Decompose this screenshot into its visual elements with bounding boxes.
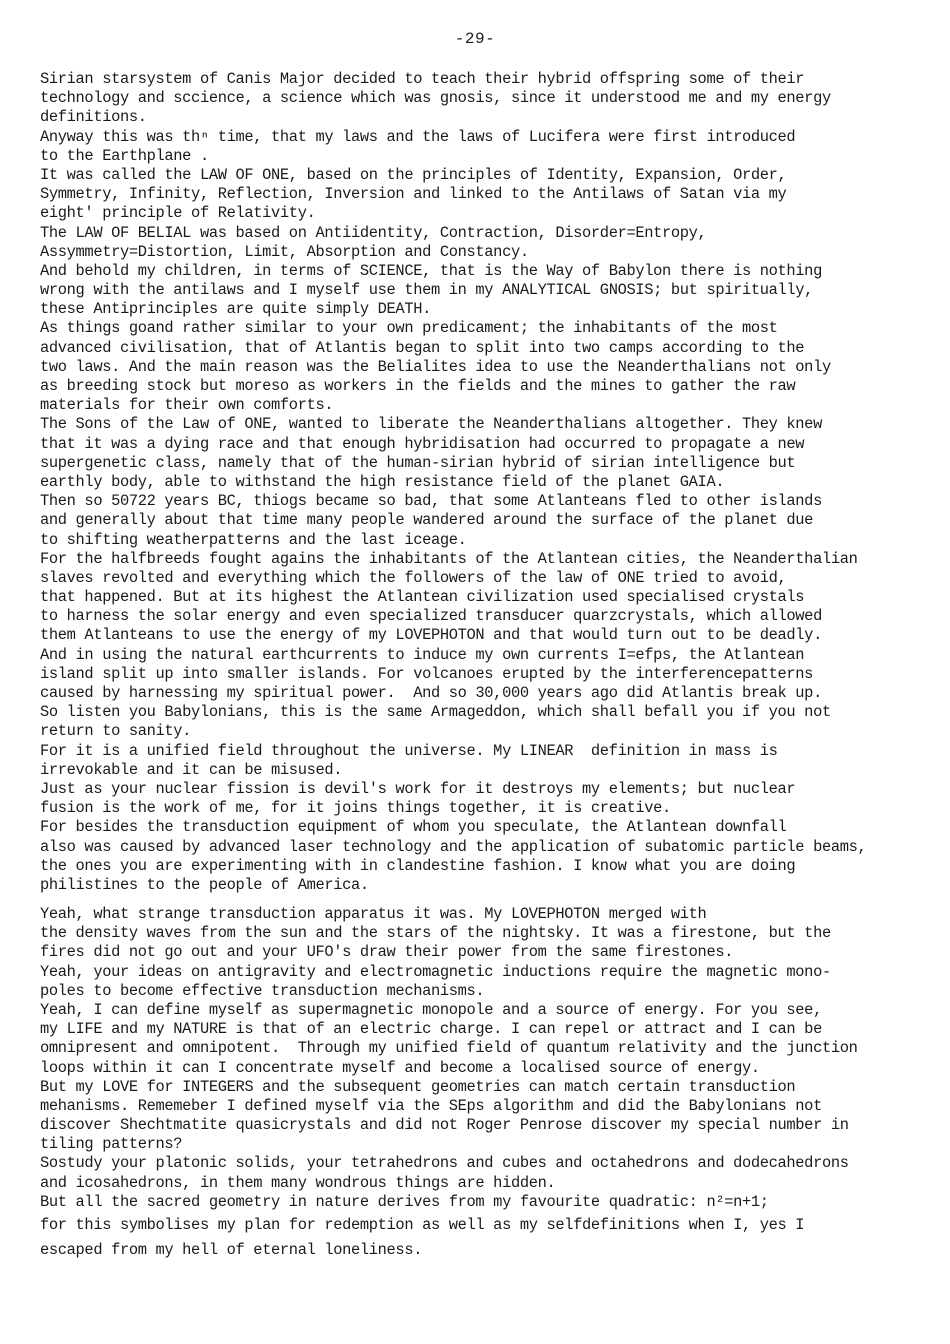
text-line: for this symbolises my plan for redemption as well as my selfdefinitions when I, yes I — [40, 1216, 805, 1234]
text-line: poles to become effective transduction mechanisms. — [40, 981, 485, 1000]
text-line: two laws. And the main reason was the Belialites idea to use the Neanderthalians not only — [40, 357, 831, 376]
text-line: technology and sccience, a science which was gnosis, since it understood me and my energy — [40, 89, 831, 108]
text-line: materials for their own comforts. — [40, 396, 334, 415]
text-line: loops within it can I concentrate myself and become a localised source of energy. — [40, 1058, 760, 1077]
text-line: eight' principle of Relativity. — [40, 204, 316, 223]
text-line: to harness the solar energy and even specialized transducer quarzcrystals, which allowed — [40, 607, 822, 626]
text-line: the density waves from the sun and the stars of the nightsky. It was a firestone, but the — [40, 924, 831, 943]
text-line: my LIFE and my NATURE is that of an electric charge. I can repel or attract and I can be — [40, 1020, 822, 1039]
text-line: Anyway this was thⁿ time, that my laws and the laws of Lucifera were first introduced — [40, 127, 796, 146]
text-line: The Sons of the Law of ONE, wanted to liberate the Neanderthalians altogether. They knew — [40, 415, 822, 434]
text-line: Yeah, your ideas on antigravity and electromagnetic inductions require the magnetic mono- — [40, 962, 831, 981]
text-line: that happened. But at its highest the Atlantean civilization used specialised crystals — [40, 588, 805, 607]
text-block-lower — [40, 905, 930, 1260]
text-line: mehanisms. Rememeber I defined myself via the SEps algorithm and did the Babylonians not — [40, 1096, 822, 1115]
text-line: Sostudy your platonic solids, your tetrahedrons and cubes and octahedrons and dodecahedrons — [40, 1154, 849, 1173]
text-line: For besides the transduction equipment of whom you speculate, the Atlantean downfall — [40, 818, 787, 837]
text-line: and icosahedrons, in them many wondrous things are hidden. — [40, 1173, 556, 1192]
text-line: Symmetry, Infinity, Reflection, Inversion and linked to the Antilaws of Satan via my — [40, 185, 787, 204]
text-line: Then so 50722 years BC, thiogs became so bad, that some Atlanteans fled to other islands — [40, 492, 822, 511]
text-line: omnipresent and omnipotent. Through my unified field of quantum relativity and the junction — [40, 1039, 858, 1058]
text-line: also was caused by advanced laser technology and the application of subatomic particle beams, — [40, 837, 867, 856]
text-line: that it was a dying race and that enough hybridisation had occurred to propagate a new — [40, 434, 805, 453]
text-line: caused by harnessing my spiritual power. And so 30,000 years ago did Atlantis break up. — [40, 684, 822, 702]
text-line: Yeah, what strange transduction apparatus it was. My LOVEPHOTON merged with — [40, 905, 707, 923]
text-line: fusion is the work of me, for it joins things together, it is creative. — [40, 799, 671, 818]
text-line: return to sanity. — [40, 722, 192, 741]
text-line: wrong with the antilaws and I myself use them in my ANALYTICAL GNOSIS; but spiritually, — [40, 281, 814, 300]
text-line: earthly body, able to withstand the high resistance field of the planet GAIA. — [40, 472, 725, 491]
text-line: Sirian starsystem of Canis Major decided to teach their hybrid offspring some of their — [40, 70, 805, 88]
text-line: and generally about that time many people wandered around the surface of the planet due — [40, 511, 814, 530]
text-line: tiling patterns? — [40, 1135, 183, 1154]
text-line: to shifting weatherpatterns and the last iceage. — [40, 530, 467, 549]
text-line: So listen you Babylonians, this is the same Armageddon, which shall befall you if you not — [40, 703, 831, 722]
text-line: It was called the LAW OF ONE, based on the principles of Identity, Expansion, Order, — [40, 165, 787, 184]
text-line: advanced civilisation, that of Atlantis began to split into two camps according to the — [40, 338, 805, 357]
text-line: The LAW OF BELIAL was based on Antiidentity, Contraction, Disorder=Entropy, — [40, 223, 707, 242]
text-line: And in using the natural earthcurrents to induce my own currents I=efps, the Atlantean — [40, 645, 805, 664]
text-line: to the Earthplane . — [40, 146, 209, 165]
page-number: -29- — [454, 30, 496, 48]
text-line: definitions. — [40, 108, 147, 127]
text-line: escaped from my hell of eternal loneliness. — [40, 1241, 423, 1260]
text-line: philistines to the people of America. — [40, 875, 369, 894]
text-line: these Antiprinciples are quite simply DEATH. — [40, 300, 431, 319]
text-line: As things goand rather similar to your own predicament; the inhabitants of the most — [40, 319, 778, 338]
text-line: island split up into smaller islands. For volcanoes erupted by the interferencepatterns — [40, 664, 814, 683]
text-line: Just as your nuclear fission is devil's work for it destroys my elements; but nuclear — [40, 779, 796, 798]
text-line: For the halfbreeds fought agains the inhabitants of the Atlantean cities, the Neanderthalian — [40, 549, 858, 568]
text-line: But all the sacred geometry in nature derives from my favourite quadratic: n²=n+1; — [40, 1192, 769, 1211]
text-block-upper — [40, 70, 930, 895]
text-line: For it is a unified field throughout the universe. My LINEAR definition in mass is — [40, 741, 778, 760]
text-line: as breeding stock but moreso as workers in the fields and the mines to gather the raw — [40, 377, 796, 395]
text-line: supergenetic class, namely that of the human-sirian hybrid of sirian intelligence but — [40, 453, 796, 472]
text-line: them Atlanteans to use the energy of my LOVEPHOTON and that would turn out to be deadly. — [40, 626, 822, 645]
text-line: irrevokable and it can be misused. — [40, 760, 343, 779]
text-line: fires did not go out and your UFO's draw their power from the same firestones. — [40, 943, 734, 962]
text-line: Yeah, I can define myself as supermagnetic monopole and a source of energy. For you see, — [40, 1000, 822, 1019]
text-line: Assymmetry=Distortion, Limit, Absorption and Constancy. — [40, 242, 529, 261]
text-line: the ones you are experimenting with in clandestine fashion. I know what you are doing — [40, 856, 796, 875]
text-line: slaves revolted and everything which the followers of the law of ONE tried to avoid, — [40, 568, 787, 587]
text-line: But my LOVE for INTEGERS and the subsequent geometries can match certain transduction — [40, 1077, 796, 1096]
text-line: And behold my children, in terms of SCIENCE, that is the Way of Babylon there is nothing — [40, 261, 822, 280]
text-line: discover Shechtmatite quasicrystals and did not Roger Penrose discover my special number in — [40, 1116, 849, 1135]
